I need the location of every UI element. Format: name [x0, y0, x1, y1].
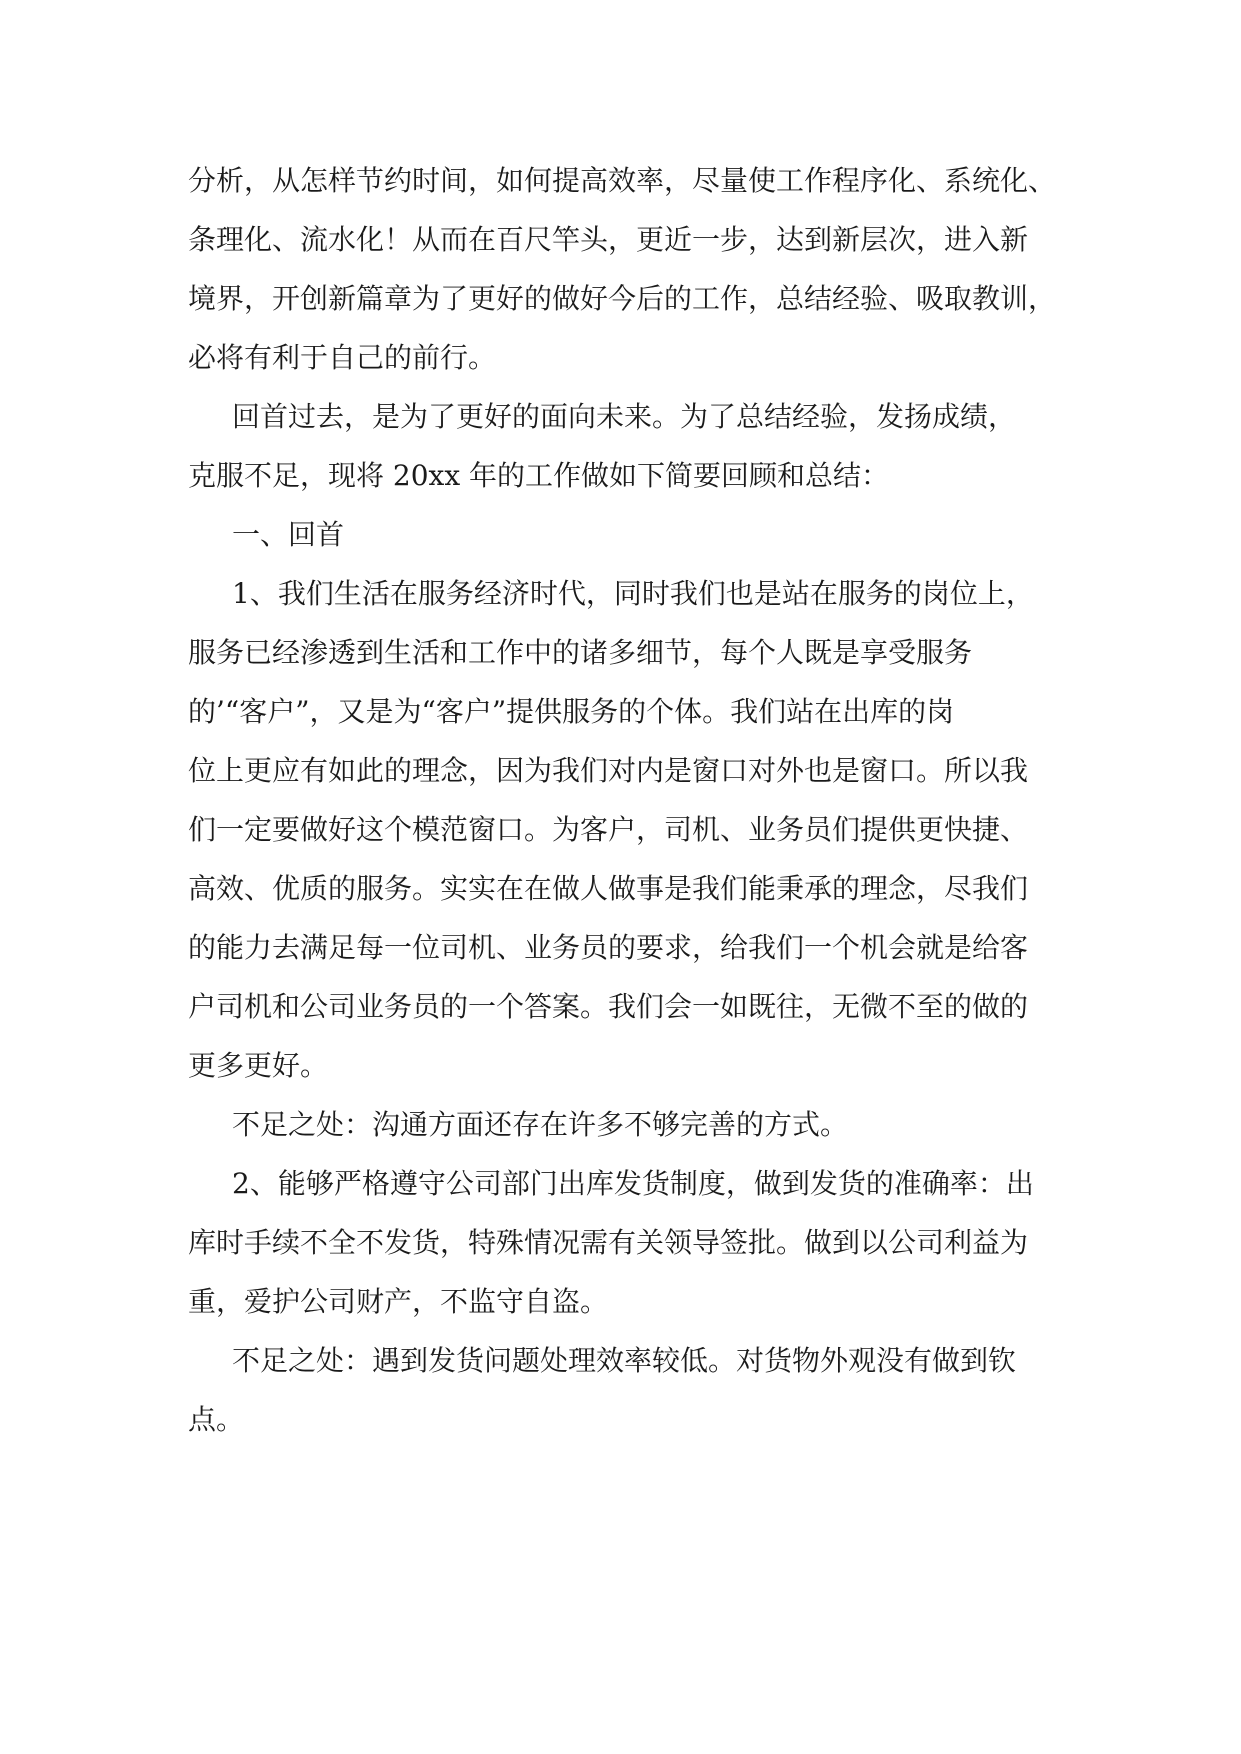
text-line-21: 不足之处：遇到发货问题处理效率较低。对货物外观没有做到钦: [232, 1344, 1017, 1377]
text-line-9: 服务已经渗透到生活和工作中的诸多细节，每个人既是享受服务: [188, 636, 973, 669]
text-line-20: 重，爱护公司财产，不监守自盗。: [188, 1285, 609, 1318]
document-body: [188, 151, 1055, 1449]
text-line-3: 境界，开创新篇章为了更好的做好今后的工作，总结经验、吸取教训，: [188, 282, 1057, 315]
text-line-13: 高效、优质的服务。实实在在做人做事是我们能秉承的理念，尽我们: [188, 872, 1029, 905]
text-line-10: 的’“客户”，又是为“客户”提供服务的个体。我们站在出库的岗: [188, 695, 955, 728]
section-heading-1: 一、回首: [232, 518, 345, 551]
text-line-14: 的能力去满足每一位司机、业务员的要求，给我们一个机会就是给客: [188, 931, 1029, 964]
text-line-11: 位上更应有如此的理念，因为我们对内是窗口对外也是窗口。所以我: [188, 754, 1029, 787]
text-line-5: 回首过去，是为了更好的面向未来。为了总结经验，发扬成绩，: [232, 400, 1017, 433]
text-line-8: 1、我们生活在服务经济时代，同时我们也是站在服务的岗位上，: [232, 577, 1034, 610]
text-line-19: 库时手续不全不发货，特殊情况需有关领导签批。做到以公司利益为: [188, 1226, 1029, 1259]
text-line-12: 们一定要做好这个模范窗口。为客户，司机、业务员们提供更快捷、: [188, 813, 1029, 846]
text-line-4: 必将有利于自己的前行。: [188, 341, 497, 374]
text-line-22: 点。: [188, 1403, 245, 1436]
text-line-16: 更多更好。: [188, 1049, 329, 1082]
text-line-17: 不足之处：沟通方面还存在许多不够完善的方式。: [232, 1108, 849, 1141]
text-line-2: 条理化、流水化！从而在百尺竿头，更近一步，达到新层次，进入新: [188, 223, 1029, 256]
text-line-1: 分析，从怎样节约时间，如何提高效率，尽量使工作程序化、系统化、: [188, 164, 1057, 197]
text-line-18: 2、能够严格遵守公司部门出库发货制度，做到发货的准确率：出: [232, 1167, 1034, 1200]
text-line-15: 户司机和公司业务员的一个答案。我们会一如既往，无微不至的做的: [188, 990, 1029, 1023]
text-line-6: 克服不足，现将 20xx 年的工作做如下简要回顾和总结：: [188, 459, 890, 492]
